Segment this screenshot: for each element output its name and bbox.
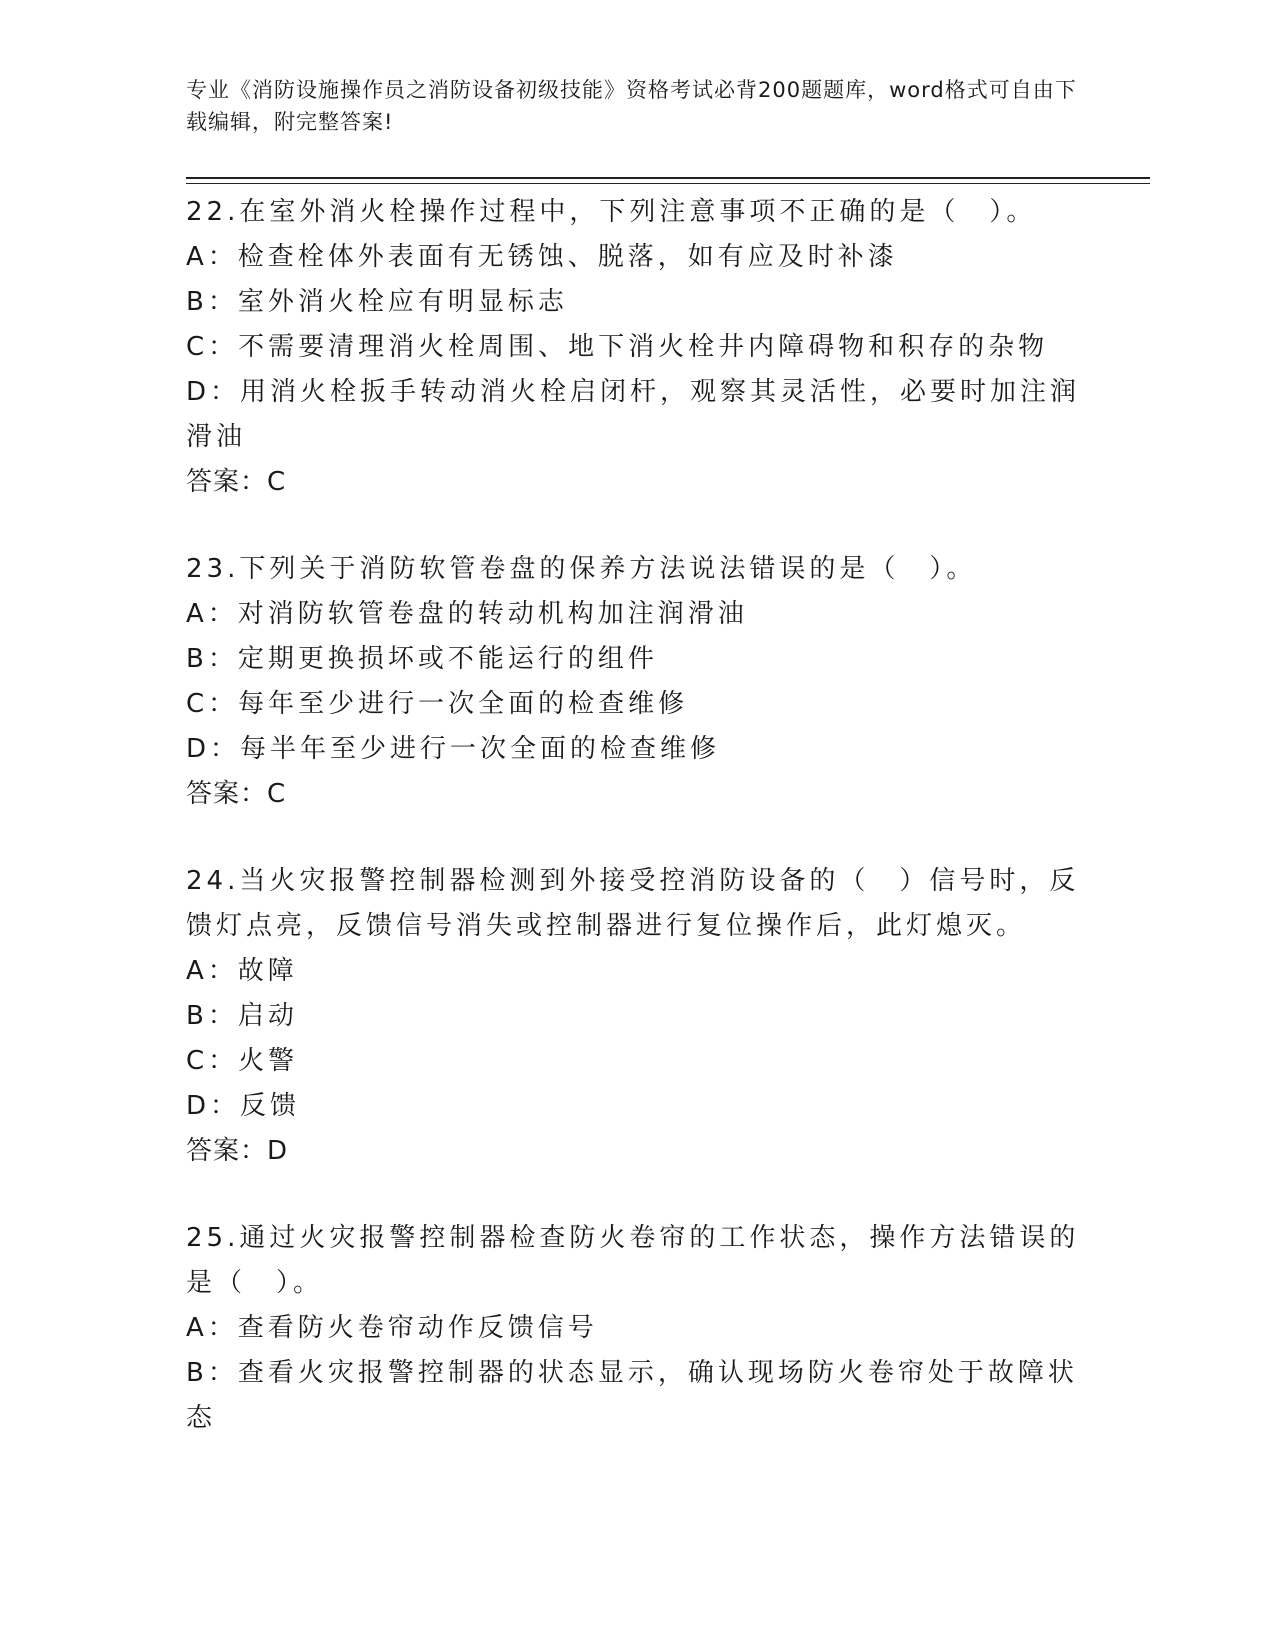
- document-header: 专业《消防设施操作员之消防设备初级技能》资格考试必背200题题库，word格式可自由下载编辑，附完整答案!: [186, 78, 1077, 134]
- option-b: B：室外消火栓应有明显标志: [186, 287, 568, 317]
- option-b: B：启动: [186, 1001, 298, 1031]
- answer: 答案：C: [186, 467, 287, 497]
- question-22: [186, 190, 1086, 505]
- question-stem: 25.通过火灾报警控制器检查防火卷帘的工作状态，操作方法错误的是（ ）。: [186, 1223, 1080, 1298]
- header-rule-thick: [186, 177, 1150, 179]
- answer: 答案：D: [186, 1136, 289, 1166]
- option-a: A：故障: [186, 956, 298, 986]
- header-rule-thin: [186, 183, 1150, 184]
- question-24: [186, 859, 1086, 1174]
- option-d: D：用消火栓扳手转动消火栓启闭杆，观察其灵活性，必要时加注润滑油: [186, 377, 1081, 452]
- question-25: [186, 1216, 1086, 1441]
- question-23: [186, 547, 1086, 817]
- option-a: A：查看防火卷帘动作反馈信号: [186, 1313, 598, 1343]
- option-a: A：对消防软管卷盘的转动机构加注润滑油: [186, 599, 748, 629]
- option-c: C：每年至少进行一次全面的检查维修: [186, 689, 689, 719]
- question-stem: 22.在室外消火栓操作过程中，下列注意事项不正确的是（ ）。: [186, 197, 1037, 227]
- question-stem: 23.下列关于消防软管卷盘的保养方法说法错误的是（ ）。: [186, 554, 977, 584]
- option-b: B：查看火灾报警控制器的状态显示，确认现场防火卷帘处于故障状态: [186, 1358, 1078, 1433]
- option-a: A：检查栓体外表面有无锈蚀、脱落，如有应及时补漆: [186, 242, 898, 272]
- option-d: D：反馈: [186, 1091, 301, 1121]
- question-list: [186, 190, 1086, 1483]
- answer: 答案：C: [186, 779, 287, 809]
- option-b: B：定期更换损坏或不能运行的组件: [186, 644, 658, 674]
- question-stem: 24.当火灾报警控制器检测到外接受控消防设备的（ ）信号时，反馈灯点亮，反馈信号消失或控制器进行复位操作后，此灯熄灭。: [186, 866, 1080, 941]
- option-c: C：火警: [186, 1046, 299, 1076]
- option-c: C：不需要清理消火栓周围、地下消火栓井内障碍物和积存的杂物: [186, 332, 1049, 362]
- option-d: D：每半年至少进行一次全面的检查维修: [186, 734, 721, 764]
